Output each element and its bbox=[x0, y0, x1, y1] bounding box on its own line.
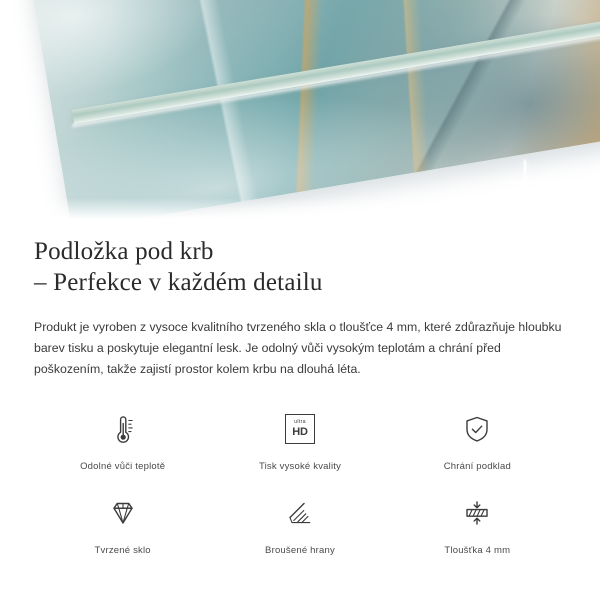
diamond-icon bbox=[103, 490, 143, 536]
hero-background bbox=[0, 0, 600, 228]
feature-label: Tloušťka 4 mm bbox=[444, 545, 511, 556]
feature-item-tempered-glass bbox=[34, 490, 211, 556]
headline-line-2: – Perfekce v každém detailu bbox=[34, 269, 323, 296]
feature-label: Broušené hrany bbox=[265, 545, 335, 556]
hero-image bbox=[0, 0, 600, 228]
feature-grid bbox=[34, 406, 566, 556]
thickness-arrows-icon bbox=[457, 490, 497, 536]
headline-line-1: Podložka pod krb bbox=[34, 238, 214, 265]
shield-check-icon bbox=[457, 406, 497, 452]
feature-item-temperature bbox=[34, 406, 211, 472]
ultra-hd-icon bbox=[285, 406, 315, 452]
feature-label: Tvrzené sklo bbox=[94, 545, 151, 556]
ultra-hd-badge-top: ultra bbox=[294, 419, 306, 426]
polished-edges-icon bbox=[280, 490, 320, 536]
ultra-hd-badge bbox=[285, 414, 315, 444]
feature-label: Chrání podklad bbox=[443, 461, 511, 472]
ultra-hd-badge-bottom: HD bbox=[292, 425, 308, 438]
feature-item-surface-protection bbox=[389, 406, 566, 472]
feature-label: Tisk vysoké kvality bbox=[258, 461, 342, 472]
hero-bottom-fade bbox=[0, 198, 600, 228]
page-title bbox=[34, 236, 566, 298]
feature-item-print-quality bbox=[211, 406, 388, 472]
thermometer-icon bbox=[103, 406, 143, 452]
product-description-text: Produkt je vyroben z vysoce kvalitního tvrzeného skla o tloušťce 4 mm, které zdůrazňuje hloubku barev tisku a poskytuje elegantní lesk. Je odolný vůči vysokým teplotám a chrání před poškozením, takže zajistí prostor kolem krbu na dlouhá léta. bbox=[34, 320, 562, 376]
feature-item-polished-edges bbox=[211, 490, 388, 556]
content-area bbox=[0, 236, 600, 556]
feature-item-thickness bbox=[389, 490, 566, 556]
feature-label: Odolné vůči teplotě bbox=[80, 461, 166, 472]
